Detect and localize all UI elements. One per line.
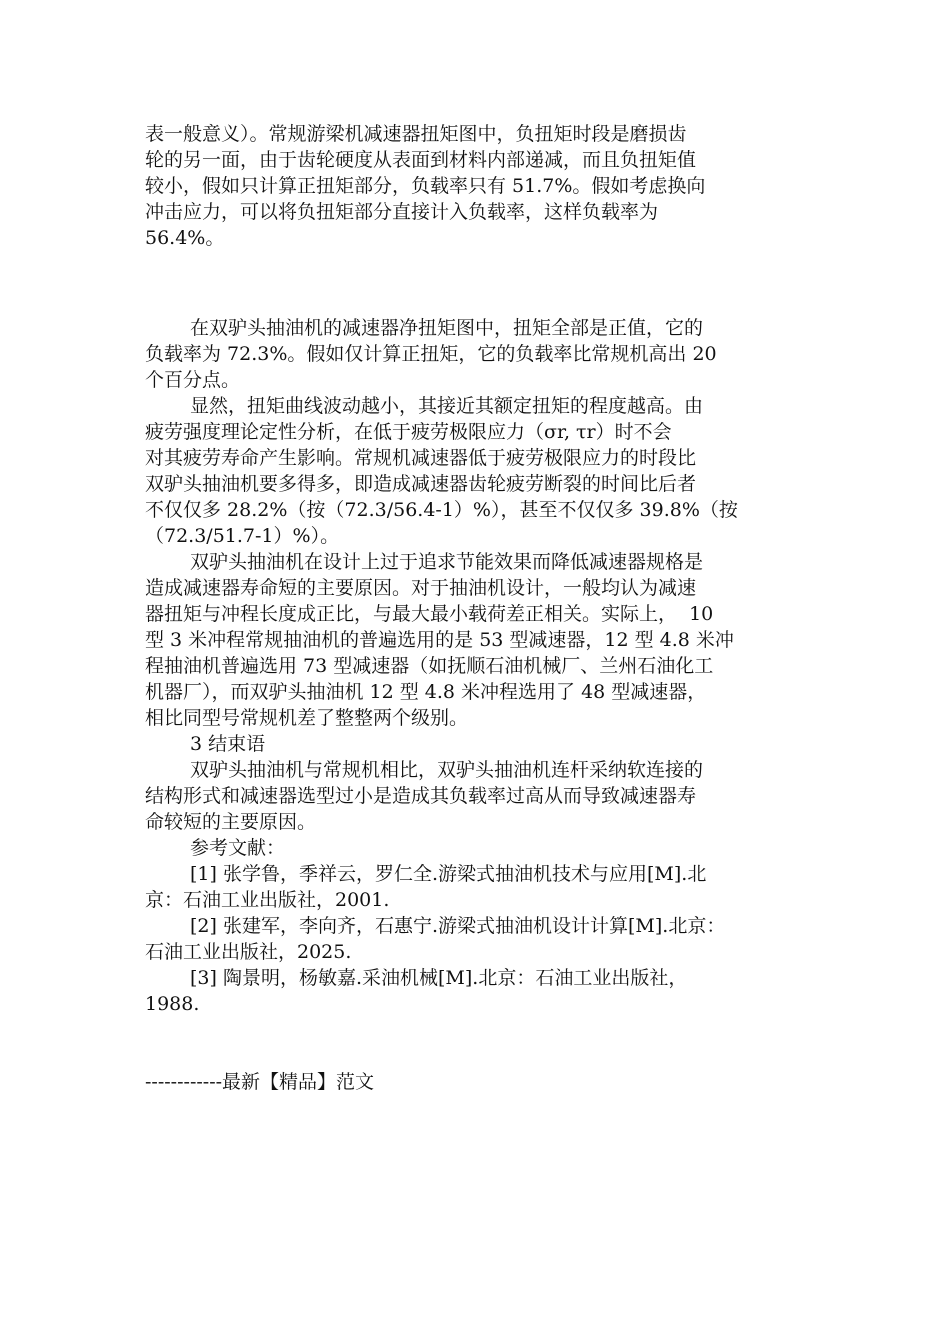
- text-line: 在双驴头抽油机的减速器净扭矩图中，扭矩全部是正值，它的: [190, 317, 704, 339]
- text-line: 双驴头抽油机要多得多，即造成减速器齿轮疲劳断裂的时间比后者: [145, 473, 697, 495]
- text-line: 机器厂），而双驴头抽油机 12 型 4.8 米冲程选用了 48 型减速器，: [145, 681, 707, 703]
- text-line: 器扭矩与冲程长度成正比，与最大最小载荷差正相关。实际上， 10: [145, 603, 714, 625]
- text-line: 1988.: [145, 993, 200, 1015]
- text-line: （72.3/51.7-1）%）。: [145, 525, 340, 547]
- section-heading: 3 结束语: [190, 733, 266, 755]
- paragraph-conclusion: [145, 757, 825, 835]
- text-line: 表一般意义）。常规游梁机减速器扭矩图中，负扭矩时段是磨损齿: [145, 123, 687, 145]
- text-line: 双驴头抽油机在设计上过于追求节能效果而降低减速器规格是: [190, 551, 704, 573]
- section-heading-conclusion: [145, 731, 825, 757]
- footer-text: ------------最新【精品】范文: [145, 1071, 375, 1093]
- text-line: 命较短的主要原因。: [145, 811, 317, 833]
- paragraph-fatigue-analysis: [145, 393, 825, 549]
- paragraph-load-rate-double-head: [145, 315, 825, 393]
- paragraph-load-rate-conventional: [145, 121, 825, 251]
- references-heading: [145, 835, 825, 861]
- text-line: 负载率为 72.3%。假如仅计算正扭矩，它的负载率比常规机高出 20: [145, 343, 717, 365]
- paragraph-spacer: [145, 251, 825, 315]
- text-line: [2] 张建军，李向齐，石惠宁.游梁式抽油机设计计算[M].北京：: [190, 915, 726, 937]
- text-line: 双驴头抽油机与常规机相比，双驴头抽油机连杆采纳软连接的: [190, 759, 704, 781]
- document-body: [145, 121, 825, 1095]
- text-line: 京：石油工业出版社，2001.: [145, 889, 390, 911]
- text-line: [1] 张学鲁，季祥云，罗仁全.游梁式抽油机技术与应用[M].北: [190, 863, 707, 885]
- text-line: 石油工业出版社，2025.: [145, 941, 352, 963]
- text-line: 疲劳强度理论定性分析，在低于疲劳极限应力（σr, τr）时不会: [145, 421, 672, 443]
- text-line: 结构形式和减速器选型过小是造成其负载率过高从而导致减速器寿: [145, 785, 697, 807]
- text-line: 显然，扭矩曲线波动越小，其接近其额定扭矩的程度越高。由: [190, 395, 704, 417]
- text-line: 冲击应力，可以将负扭矩部分直接计入负载率，这样负载率为: [145, 201, 659, 223]
- reference-item-2: [145, 913, 825, 965]
- reference-item-1: [145, 861, 825, 913]
- text-line: 较小，假如只计算正扭矩部分，负载率只有 51.7%。假如考虑换向: [145, 175, 706, 197]
- text-line: 个百分点。: [145, 369, 241, 391]
- references-title: 参考文献：: [190, 837, 286, 859]
- text-line: 型 3 米冲程常规抽油机的普遍选用的是 53 型减速器，12 型 4.8 米冲: [145, 629, 734, 651]
- text-line: 对其疲劳寿命产生影响。常规机减速器低于疲劳极限应力的时段比: [145, 447, 697, 469]
- paragraph-reducer-selection: [145, 549, 825, 731]
- reference-item-3: [145, 965, 825, 1017]
- text-line: 相比同型号常规机差了整整两个级别。: [145, 707, 469, 729]
- text-line: 不仅仅多 28.2%（按（72.3/56.4-1）%），甚至不仅仅多 39.8%（按: [145, 499, 738, 521]
- text-line: 程抽油机普遍选用 73 型减速器（如抚顺石油机械厂、兰州石油化工: [145, 655, 714, 677]
- text-line: 56.4%。: [145, 227, 225, 249]
- text-line: 轮的另一面，由于齿轮硬度从表面到材料内部递减，而且负扭矩值: [145, 149, 697, 171]
- text-line: [3] 陶景明，杨敏嘉.采油机械[M].北京：石油工业出版社，: [190, 967, 688, 989]
- footer-spacer: [145, 1017, 825, 1069]
- text-line: 造成减速器寿命短的主要原因。对于抽油机设计，一般均认为减速: [145, 577, 697, 599]
